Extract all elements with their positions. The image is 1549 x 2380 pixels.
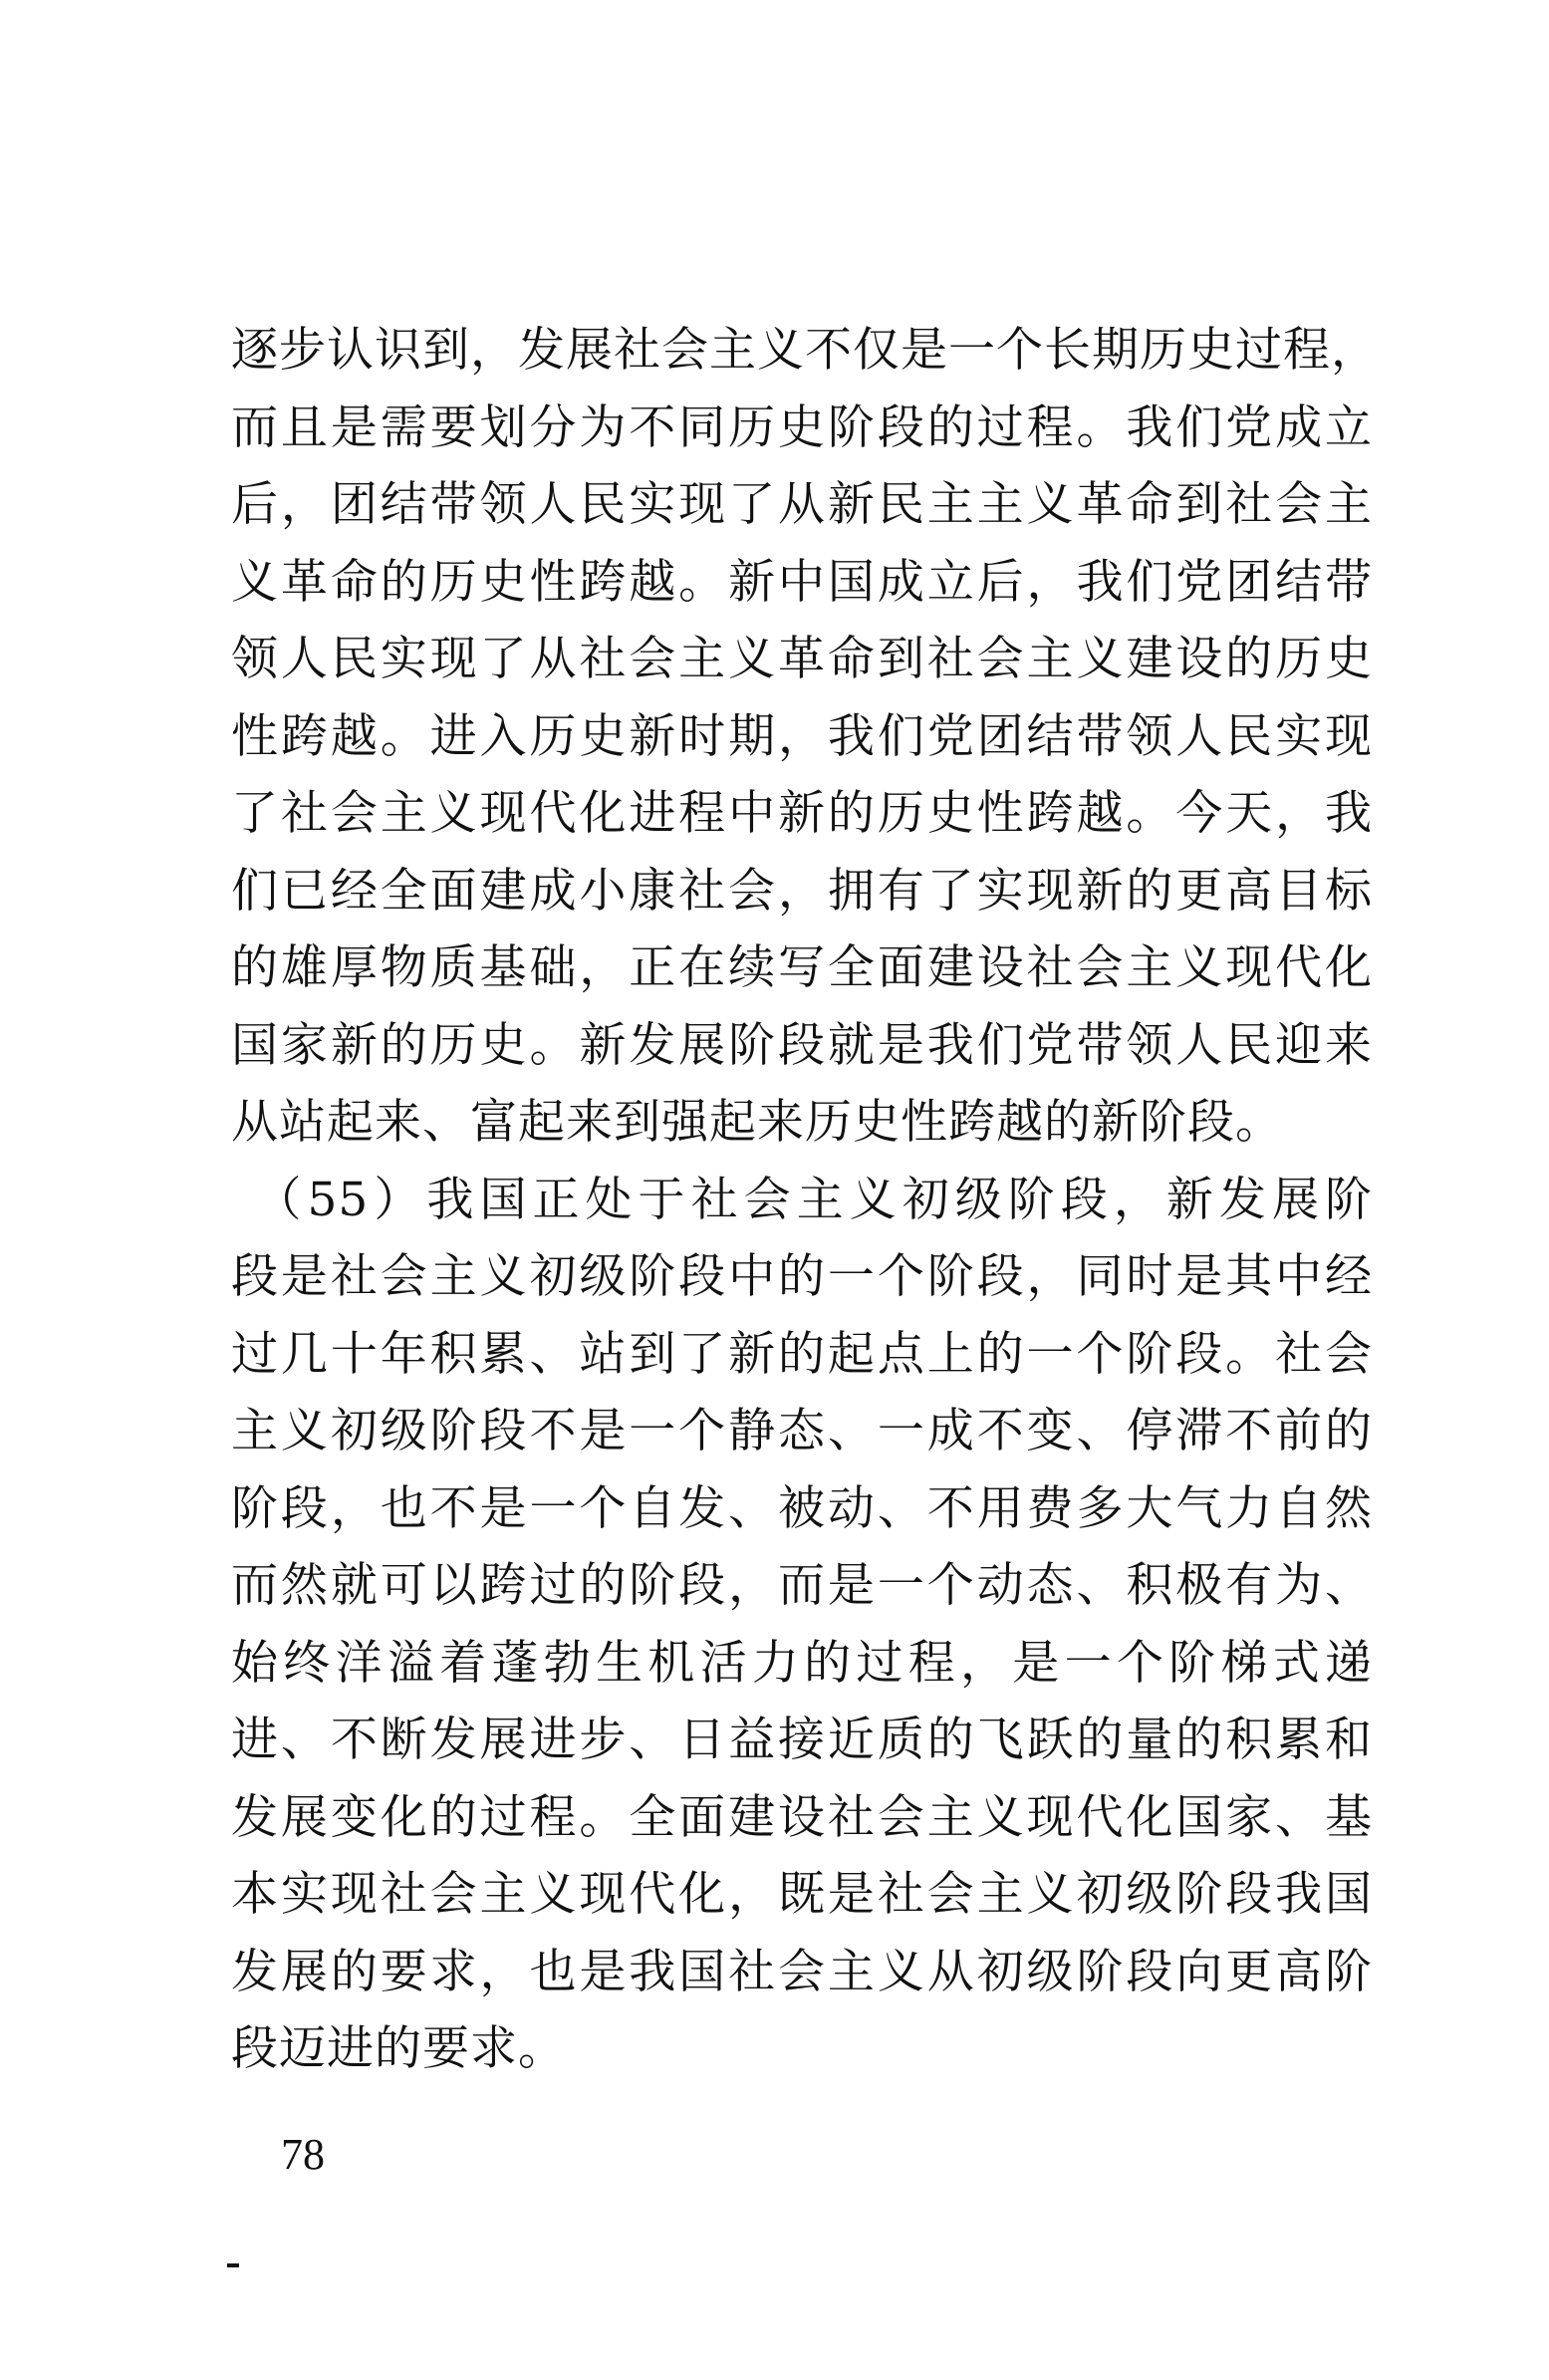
- text-line: 国家新的历史。新发展阶段就是我们党带领人民迎来: [231, 1017, 1373, 1073]
- body-text: [231, 312, 1379, 2088]
- paragraph-start-line: （55）我国正处于社会主义初级阶段，新发展阶: [254, 1172, 1373, 1227]
- text-line: 主义初级阶段不是一个静态、一成不变、停滞不前的: [231, 1404, 1373, 1458]
- text-line: 本实现社会主义现代化，既是社会主义初级阶段我国: [231, 1867, 1373, 1922]
- text-line: 阶段，也不是一个自发、被动、不用费多大气力自然: [231, 1480, 1373, 1536]
- text-line: 们已经全面建成小康社会，拥有了实现新的更高目标: [231, 863, 1373, 919]
- text-line: 过几十年积累、站到了新的起点上的一个阶段。社会: [231, 1326, 1373, 1382]
- text-line: 而且是需要划分为不同历史阶段的过程。我们党成立: [231, 399, 1373, 455]
- text-line: 段是社会主义初级阶段中的一个阶段，同时是其中经: [231, 1249, 1373, 1304]
- page-number: 78: [281, 2130, 325, 2179]
- text-line: 后，团结带领人民实现了从新民主主义革命到社会主: [231, 477, 1373, 532]
- text-line: 的雄厚物质基础，正在续写全面建设社会主义现代化: [231, 940, 1373, 995]
- text-line: 从站起来、富起来到强起来历史性跨越的新阶段。: [231, 1095, 1283, 1150]
- text-line: 逐步认识到，发展社会主义不仅是一个长期历史过程，: [231, 323, 1379, 378]
- text-line: 了社会主义现代化进程中新的历史性跨越。今天，我: [231, 786, 1373, 841]
- text-line: 发展变化的过程。全面建设社会主义现代化国家、基: [231, 1789, 1373, 1845]
- text-line: 发展的要求，也是我国社会主义从初级阶段向更高阶: [231, 1944, 1373, 1999]
- text-line: 段迈进的要求。: [231, 2021, 566, 2076]
- text-line: 领人民实现了从社会主义革命到社会主义建设的历史: [231, 632, 1373, 686]
- text-line: 性跨越。进入历史新时期，我们党团结带领人民实现: [231, 708, 1373, 764]
- text-line: 进、不断发展进步、日益接近质的飞跃的量的积累和: [231, 1713, 1373, 1767]
- text-line: 义革命的历史性跨越。新中国成立后，我们党团结带: [231, 554, 1373, 610]
- bottom-dash-mark: [227, 2263, 239, 2267]
- text-line: 始终洋溢着蓬勃生机活力的过程，是一个阶梯式递: [231, 1635, 1373, 1691]
- text-line: 而然就可以跨过的阶段，而是一个动态、积极有为、: [231, 1558, 1373, 1613]
